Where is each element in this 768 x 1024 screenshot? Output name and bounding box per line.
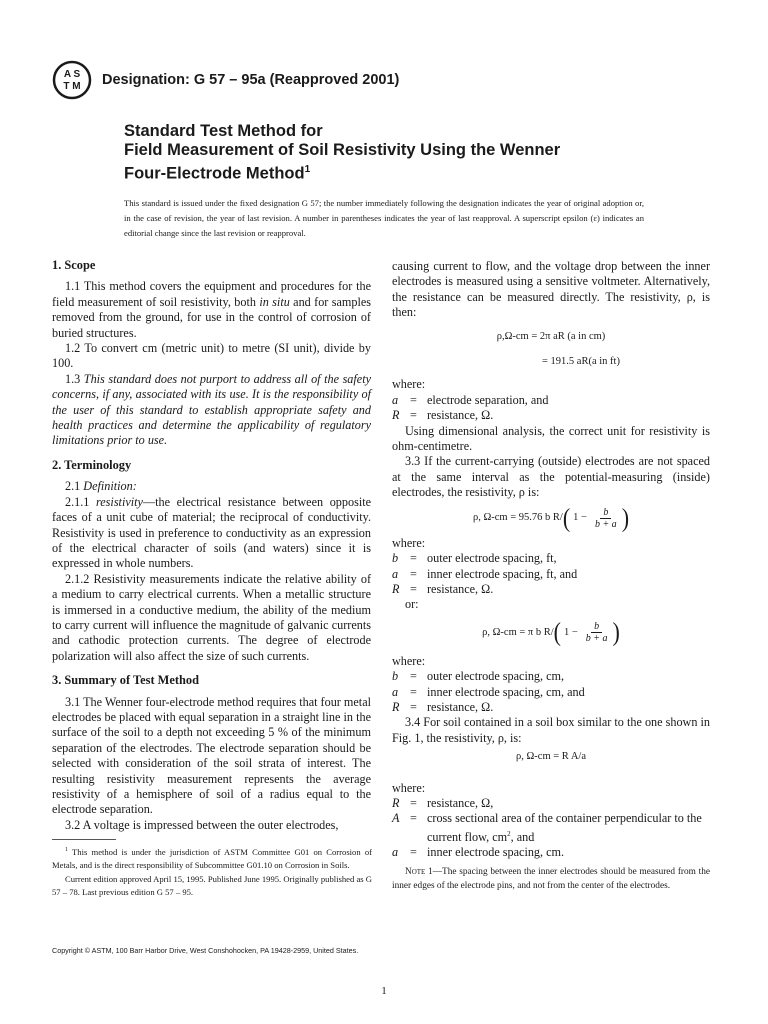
equation-5: ρ, Ω-cm = R A/a — [516, 751, 586, 763]
note-1: Note 1—The spacing between the inner electrodes should be measured from the inner edges of the electrode pins, and not from the center of the electrodes. — [392, 866, 710, 892]
scope-1-2: 1.2 To convert cm (metric unit) to metre (SI unit), divide by 100. — [52, 341, 371, 371]
definitions-list-1 — [392, 393, 710, 424]
section-scope-heading: 1. Scope — [52, 258, 96, 272]
scope-1-3: 1.3 This standard does not purport to address all of the safety concerns, if any, associated with its use. It is the responsibility of the user of this standard to establish appropriate safety and health practices and determine the applicability of regulatory limitations prior to use. — [52, 371, 371, 448]
designation-text: Designation: G 57 – 95a (Reapproved 2001) — [102, 72, 400, 88]
summary-3-3: 3.3 If the current-carrying (outside) electrodes are not spaced at the same interval as the potential-measuring (inside) electrodes, the resistivity, ρ is: — [392, 454, 710, 500]
definition-item: R = resistance, Ω. — [392, 581, 494, 596]
definition-item: a = inner electrode spacing, cm. — [392, 845, 565, 860]
scope-1-1: 1.1 This method covers the equipment and procedures for the field measurement of soil resistivity, both in situ and for samples removed from the ground, for use in the control of corrosion of buried structures. — [52, 279, 371, 340]
copyright-line: Copyright © ASTM, 100 Barr Harbor Drive, West Conshohocken, PA 19428-2959, United States. — [52, 946, 359, 955]
definition-item: a = inner electrode spacing, ft, and — [392, 566, 578, 581]
dimensional-analysis-text: Using dimensional analysis, the correct unit for resistivity is ohm-centimetre. — [392, 423, 710, 454]
title-footnote-mark: 1 — [304, 164, 311, 175]
title-line-1: Standard Test Method for — [124, 122, 323, 140]
astm-logo-icon — [52, 60, 92, 100]
definition-item: b = outer electrode spacing, cm, — [392, 669, 565, 684]
footnote-divider — [52, 839, 116, 840]
equation-3: ρ, Ω-cm = 95.76 b R/ ( 1 − $\frac{b}{b + a}$ ) — [472, 502, 630, 533]
left-column — [52, 258, 371, 833]
summary-3-4: 3.4 For soil contained in a soil box similar to the one shown in Fig. 1, the resistivity, ρ, is: — [392, 715, 710, 745]
summary-3-2: 3.2 A voltage is impressed between the outer electrodes, — [65, 817, 339, 832]
definition-item: a = electrode separation, and — [392, 392, 549, 407]
terminology-2-1-2: 2.1.2 Resistivity measurements indicate the relative ability of a medium to carry electrical currents. When a metallic structure is immersed in a conductive medium, the ability of the medium to carry current will influence the magnitude of galvanic currents and cathodic protection currents. The degree of electrode polarization will also affect the size of such currents. — [52, 571, 371, 663]
svg-text:T M: T M — [63, 81, 81, 92]
definition-item: R = resistance, Ω. — [392, 408, 494, 423]
where-label-4: where: — [392, 780, 426, 795]
title-line-3: Four-Electrode Method$^1$ — [124, 164, 311, 183]
equation-2: = 191.5 aR(a in ft) — [542, 356, 620, 368]
footnote-2: Current edition approved April 15, 1995. Published June 1995. Originally published as G 57 – 78. Last previous edition G 57 – 95. — [52, 873, 372, 898]
summary-3-1: 3.1 The Wenner four-electrode method requires that four metal electrodes be placed with equal separation in a straight line in the surface of the soil to a depth not exceeding 5 % of the minimum separation of the electrodes. The electrode separation should be selected with consideration of the soil strata of interest. The resulting resistivity measurement represents the average resistivity of a hemisphere of soil of a radius equal to the electrode separation. — [52, 694, 371, 817]
terminology-2-1-1: 2.1.1 resistivity—the electrical resistance between opposite faces of a unit cube of material; the reciprocal of conductivity. Resistivity is used in preference to conductivity as an expression of the electrical character of soils (and waters) since it is expressed in whole numbers. — [52, 494, 371, 571]
svg-text:A S: A S — [63, 69, 81, 80]
page-number: 1 — [381, 985, 387, 997]
definitions-list-2 — [392, 551, 710, 597]
footnote-1: $^1$ This method is under the jurisdiction of ASTM Committee G01 on Corrosion of Metals, and is the direct responsibility of Subcommittee G01.10 on Corrosion in Soils. — [52, 846, 372, 871]
definition-item: R = resistance, Ω, — [392, 795, 494, 810]
or-label: or: — [405, 597, 419, 612]
definition-item: a = inner electrode spacing, cm, and — [392, 684, 585, 699]
definition-item: A = cross sectional area of the container perpendicular to the current flow, $cm^2$, and — [392, 811, 702, 844]
section-summary-heading: 3. Summary of Test Method — [52, 673, 199, 688]
issued-note: This standard is issued under the fixed designation G 57; the number immediately following the designation indicates the year of original adoption or, in the case of revision, the year of last revision. A number in parentheses indicates the year of last reapproval. A superscript epsilon (ε) indicates an editorial change since the last revision or reapproval. — [124, 198, 644, 238]
equation-1: ρ,Ω-cm = 2π aR (a in cm) — [496, 330, 606, 342]
definition-item: R = resistance, Ω. — [392, 699, 494, 714]
terminology-2-1: 2.1 Definition: — [65, 479, 137, 494]
right-column — [392, 259, 710, 894]
footnotes — [52, 844, 372, 900]
definition-item: b = outer electrode spacing, ft, — [392, 551, 557, 566]
definitions-list-3 — [392, 669, 710, 715]
section-terminology-heading: 2. Terminology — [52, 457, 132, 472]
title-line-2: Field Measurement of Soil Resistivity Using the Wenner — [124, 141, 561, 159]
designation-header — [52, 60, 399, 100]
where-label-3: where: — [392, 653, 426, 668]
where-label-2: where: — [392, 535, 426, 550]
summary-3-2-continued: causing current to flow, and the voltage drop between the inner electrodes is measured using a sensitive voltmeter. Alternatively, the resistance can be measured directly. The resistivity, ρ, is then: — [392, 259, 710, 320]
definitions-list-4 — [392, 796, 710, 861]
document-title — [124, 122, 560, 184]
equation-4: ρ, Ω-cm = π b R/ ( 1 − $\frac{b}{b + a}$ ) — [482, 616, 620, 647]
where-label-1: where: — [392, 377, 426, 392]
